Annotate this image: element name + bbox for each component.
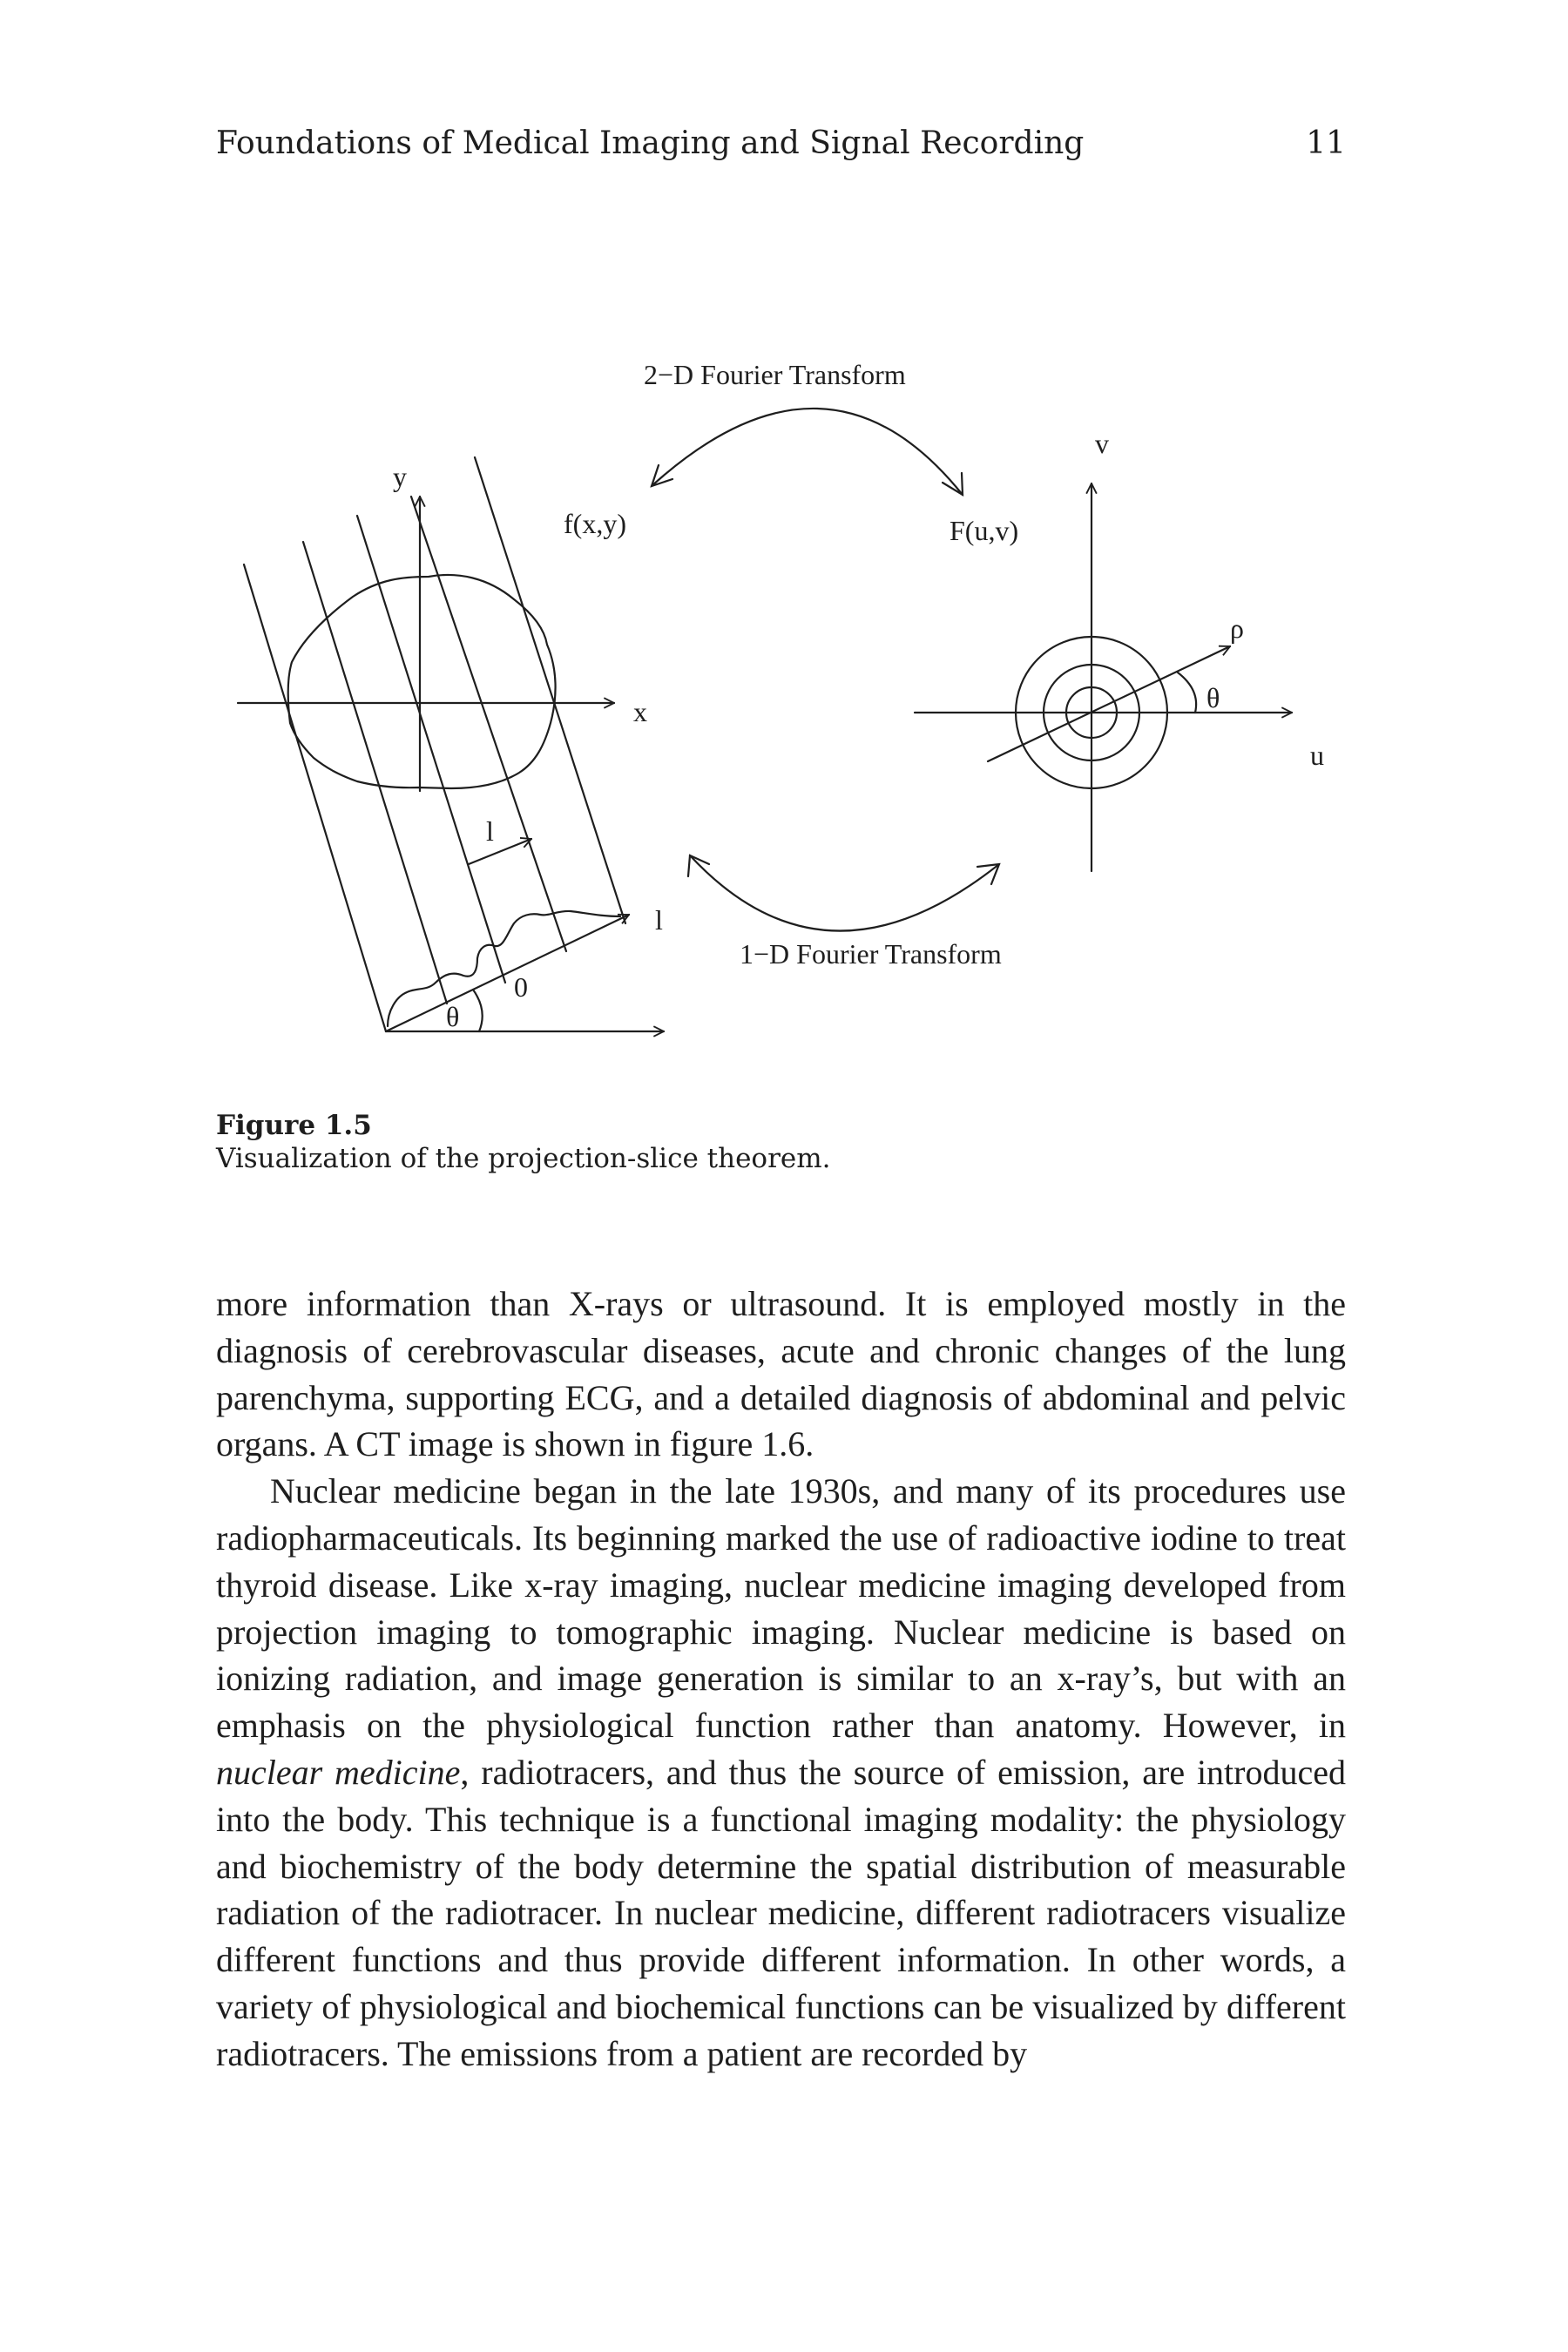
one-d-fourier-label: 1−D Fourier Transform <box>740 938 1002 970</box>
two-d-fourier-label: 2−D Fourier Transform <box>644 359 906 390</box>
v-axis-label: v <box>1095 428 1109 459</box>
caption-label: Figure 1.5 <box>216 1110 372 1141</box>
l-arrow-label: l <box>486 815 494 847</box>
y-axis-label: y <box>393 461 407 492</box>
two-d-fourier-arrow <box>652 409 963 495</box>
object-outline <box>288 575 556 788</box>
l-end-label: l <box>655 904 663 936</box>
theta-right-label: θ <box>1206 682 1220 713</box>
rho-label: ρ <box>1230 612 1244 644</box>
figure-caption <box>216 1109 1346 1175</box>
theta-label: θ <box>446 1001 460 1032</box>
function-f-label: f(x,y) <box>564 508 626 539</box>
running-head <box>216 124 1346 164</box>
zero-label: 0 <box>514 971 528 1003</box>
rho-line <box>988 646 1230 761</box>
projection-slice-diagram <box>0 331 1568 1080</box>
u-axis-label: u <box>1310 740 1324 771</box>
x-axis-label: x <box>633 696 647 727</box>
l-arrow <box>469 839 531 864</box>
caption-text: Visualization of the projection-slice theorem. <box>216 1143 831 1174</box>
theta-arc <box>473 990 483 1031</box>
paragraph-2 <box>216 1468 1346 2077</box>
emphasis-nuclear-medicine: nuclear medicine <box>216 1752 461 1792</box>
one-d-fourier-arrow <box>690 855 999 931</box>
paragraph-2-part-2: , radiotracers, and thus the source of emission, are introduced into the body. This technique is a functional imaging modality: the physiology and biochemistry of the body determine the spatial distribution of measurable radiation of the radiotracer. In nuclear medicine, different radiotracers visualize different functions and thus provide different information. In other words, a variety of physiological and biochemical functions can be visualized by different radiotracers. The emissions from a patient are recorded by <box>216 1752 1346 2073</box>
function-F-label: F(u,v) <box>950 515 1019 546</box>
paragraph-2-part-1: Nuclear medicine began in the late 1930s, and many of its procedures use radiopharmaceuticals. Its beginning marked the use of radioactive iodine to treat thyroid disease. Like x-ray imaging, nuclear medicine imaging developed from projection imaging to tomographic imaging. Nuclear medicine is based on ionizing radiation, and image generation is similar to an x-ray’s, but with an emphasis on the physiological function rather than anatomy. However, in <box>216 1471 1346 1746</box>
projection-axis <box>386 915 629 1031</box>
figure-1-5 <box>0 331 1568 1080</box>
paragraph-1: more information than X-rays or ultrasound. It is employed mostly in the diagnosis of cerebrovascular diseases, acute and chronic changes of the lung parenchyma, supporting ECG, and a detailed diagnosis of abdominal and pelvic organs. A CT image is shown in figure 1.6. <box>216 1284 1346 1464</box>
running-head-title: Foundations of Medical Imaging and Signal Recording <box>216 125 1085 161</box>
page-number: 11 <box>1306 125 1346 161</box>
theta-arc-right <box>1178 672 1196 713</box>
body-text <box>216 1281 1346 2078</box>
